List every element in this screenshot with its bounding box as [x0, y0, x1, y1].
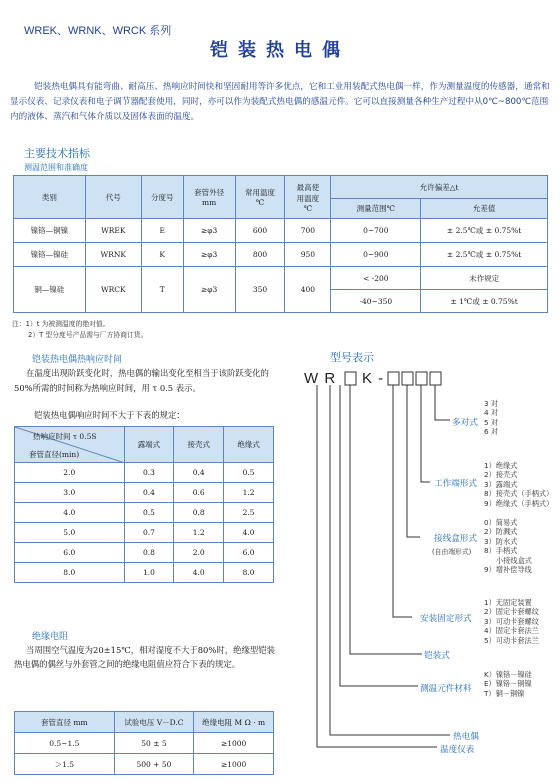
table-row: 镍铬—铜镍 WREK E ≥φ3 600 700 0~700 ± 2.5℃或 ± 0.75%t: [14, 219, 548, 243]
table-row: 6.0 0.8 2.0 6.0: [15, 543, 274, 563]
table-row: ＞1.5 500 + 50 ≥1000: [15, 754, 274, 775]
table-row: 3.0 0.4 0.6 1.2: [15, 483, 274, 503]
model-code-k: K -: [362, 370, 385, 387]
model-box-mount: [388, 372, 399, 385]
page-title: 铠装热电偶: [210, 40, 350, 61]
model-box-pairs: [430, 372, 441, 385]
table-row: 2.0 0.3 0.4 0.5: [15, 463, 274, 483]
spec-header-max-temp: 最高使 用温度 ℃: [285, 176, 331, 219]
label-box: 接线盒形式: [434, 534, 477, 544]
insulation-heading: 绝缘电阻: [32, 632, 69, 642]
response-text: 在温度出现阶跃变化时，热电偶的输出变化至相当于该阶跃变化的50%所需的时间称为热响应时间，用 τ 0.5 表示。: [14, 368, 269, 393]
spec-header-grade: 分度号: [141, 176, 183, 219]
spec-header-allowed-dev: 允许偏差△t: [331, 176, 548, 199]
response-intro: 铠装热电偶响应时间不大于下表的规定：: [34, 410, 185, 420]
model-box-box: [402, 372, 413, 385]
label-tc: 热电偶: [453, 732, 479, 742]
specs-heading: 主要技术指标: [24, 147, 90, 160]
model-code-prefix: W R: [304, 370, 337, 387]
table-row: 4.0 0.5 0.8 2.5: [15, 503, 274, 523]
box-options: 0）简易式 2）防溅式 3）防水式 8）手柄式 小接线盒式 9）增补偿导线: [484, 518, 532, 575]
specs-subheading: 测温范围和准确度: [24, 163, 88, 172]
insulation-text: 当周围空气温度为20±15℃，相对湿度不大于80%时，绝缘型铠装热电偶的偶丝与外套管之间的绝缘电阻值应符合下表的规定。: [14, 645, 275, 669]
spec-header-diameter: 套管外径 mm: [183, 176, 235, 219]
series-label: WREK、WRNK、WRCK 系列: [24, 25, 172, 37]
response-heading: 铠装热电偶热响应时间: [32, 355, 123, 365]
spec-header-category: 类别: [14, 176, 86, 219]
label-work-end: 工作端形式: [434, 479, 477, 489]
table-row: 5.0 0.7 1.2 4.0: [15, 523, 274, 543]
mount-options: 1）无固定装置 2）固定卡套螺纹 3）可动卡套螺纹 4）固定卡套法兰 5）可动卡套法兰: [484, 598, 539, 645]
label-mount: 安装固定形式: [420, 614, 472, 624]
spec-notes: 注：1）t 为被测温度的绝对值。 2）T 型分度号产品需与厂方协商订货。: [12, 320, 148, 339]
response-table: 热响应时间 τ 0.5S 套管直径(min) 露端式 接壳式 绝缘式 2.0 0.3 0.4 0.5 3.0 0.4 0.6 1.2 4.0 0.5 0.8 2.5 5.0 0.7 1.2 4.0 6.0 0.8 2.0 6.0 8.0 1.0 4.0 8.0: [14, 426, 274, 583]
table-row: -40~350 ± 1℃或 ± 0.75%t: [14, 290, 548, 313]
spec-header-normal-temp: 常用温度 ℃: [235, 176, 285, 219]
spec-table: [13, 175, 548, 313]
intro-paragraph: 铠装热电偶具有能弯曲、耐高压、热响应时间快和坚固耐用等许多优点，它和工业用装配式热电偶一样，作为测量温度的传感器，通常和显示仪表、记录仪表和电子调节器配套使用，同时，亦可以作为装配式热电偶的感温元件。它可以直接测量各种生产过程中从0℃~800℃范围内的液体、蒸汽和气体介质以及固体表面的温度。: [10, 82, 550, 122]
label-instrument: 温度仪表: [440, 745, 475, 755]
table-row: 0.5~1.5 50 ± 5 ≥1000: [15, 733, 274, 754]
table-row: 8.0 1.0 4.0 8.0: [15, 563, 274, 583]
label-pairs: 多对式: [452, 418, 478, 428]
model-heading: 型号表示: [330, 351, 374, 364]
spec-header-tolerance: 允差值: [421, 199, 548, 219]
material-options: K）镍铬－镍硅 E）镍铬－铜镍 T）铜－铜镍: [484, 670, 532, 698]
response-corner: 热响应时间 τ 0.5S 套管直径(min): [15, 427, 125, 463]
model-box-work: [416, 372, 427, 385]
insulation-table: 套管直径 mm 试验电压 V－D.C 绝缘电阻 M Ω · m 0.5~1.5 50 ± 5 ≥1000 ＞1.5 500 + 50 ≥1000: [14, 711, 274, 775]
label-material: 测温元件材料: [420, 684, 472, 694]
work-end-options: 1）绝缘式 2）接壳式 3）露端式 8）接壳式（手柄式） 9）绝缘式（手柄式）: [484, 461, 554, 508]
pairs-options: 3 对 4 对 5 对 6 对: [484, 399, 499, 437]
spec-header-range: 测量范围℃: [331, 199, 421, 219]
table-row: 镍铬—镍硅 WRNK K ≥φ3 800 950 0~900 ± 2.5℃或 ± 0.75%t: [14, 243, 548, 267]
spec-header-code: 代号: [85, 176, 141, 219]
table-row: 铜—镍硅 WRCK T ≥φ3 350 400 < -200 未作规定: [14, 267, 548, 290]
label-box-sub: (自由端形式): [432, 548, 472, 556]
model-box-armored: [345, 372, 356, 385]
label-armored: 铠装式: [424, 651, 450, 661]
